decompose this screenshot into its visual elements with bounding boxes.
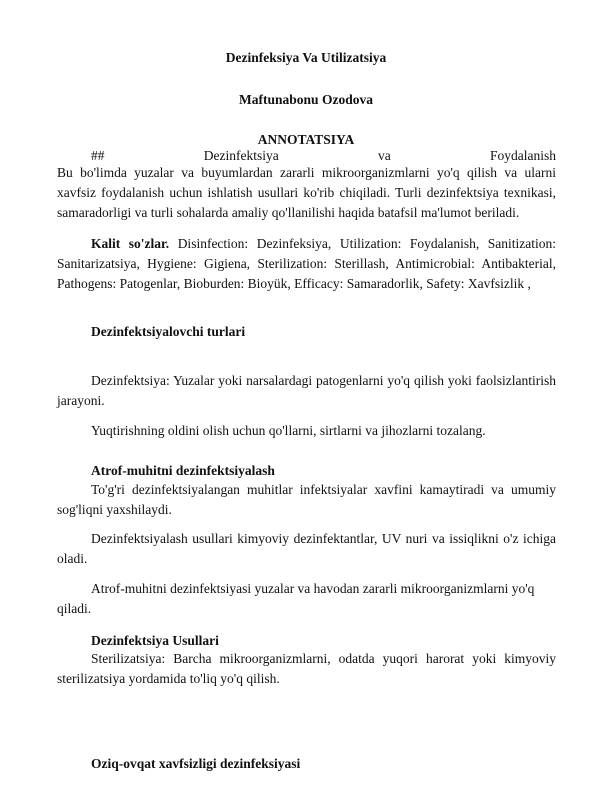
section1-paragraph-1: Dezinfektsiya: Yuzalar yoki narsalardagi patogenlarni yo'q qilish yoki faolsizlantirish jarayoni. xyxy=(57,373,556,408)
abstract-paragraph: Bu bo'limda yuzalar va buyumlardan zararli mikroorganizmlarni yo'q qilish va ularni xavfsiz foydalanish uchun ishlatish usullari ko'rib chiqiladi. Turli dezinfektsiya texnikasi, samaradorligi va turli sohalarda amaliy qo'llanilishi haqida batafsil ma'lumot beriladi. xyxy=(57,165,556,220)
section-heading-food-safety: Oziq-ovqat xavfsizligi dezinfeksiyasi xyxy=(91,756,301,771)
hash-word-3: Foydalanish xyxy=(489,148,556,163)
annotation-heading: ANNOTATSIYA xyxy=(257,132,355,147)
hash-word-1: Dezinfektsiya xyxy=(203,148,279,163)
section-heading-types: Dezinfektsiyalovchi turlari xyxy=(91,324,246,339)
keywords-label: Kalit so'zlar. xyxy=(91,236,170,251)
document-title: Dezinfeksiya Va Utilizatsiya xyxy=(225,50,387,65)
section1-paragraph-2: Yuqtirishning oldini olish uchun qo'llarni, sirtlarni va jihozlarni tozalang. xyxy=(91,423,486,438)
section-heading-methods: Dezinfektsiya Usullari xyxy=(91,633,219,648)
hash-marker: ## xyxy=(91,148,105,163)
author-name: Maftunabonu Ozodova xyxy=(239,92,373,107)
hash-heading-line xyxy=(91,148,556,164)
section2-paragraph-1: To'g'ri dezinfektsiyalangan muhitlar infektsiyalar xavfini kamaytiradi va umumiy sog'liqni yaxshilaydi. xyxy=(57,482,556,517)
hash-word-2: va xyxy=(377,148,391,163)
keywords-paragraph xyxy=(57,234,556,294)
section3-paragraph-1: Sterilizatsiya: Barcha mikroorganizmlarni, odatda yuqori harorat yoki kimyoviy sterilizatsiya yordamida to'liq yo'q qilish. xyxy=(57,651,556,686)
section2-paragraph-3: Atrof-muhitni dezinfektsiyasi yuzalar va havodan zararli mikroorganizmlarni yo'q qiladi. xyxy=(57,581,535,616)
keywords-text: Disinfection: Dezinfeksiya, Utilization: Foydalanish, Sanitization: Sanitarizatsiya, Hygiene: Gigiena, Sterilization: Sterillash, Antimicrobial: Antibakterial, Pathogens: Patogenlar, Bioburden: Bioyük, Efficacy: Samaradorlik, Safety: Xavfsizlik , xyxy=(57,236,556,291)
section-heading-environment: Atrof-muhitni dezinfektsiyalash xyxy=(91,463,275,478)
section2-paragraph-2: Dezinfektsiyalash usullari kimyoviy dezinfektantlar, UV nuri va issiqlikni o'z ichiga oladi. xyxy=(57,531,556,566)
